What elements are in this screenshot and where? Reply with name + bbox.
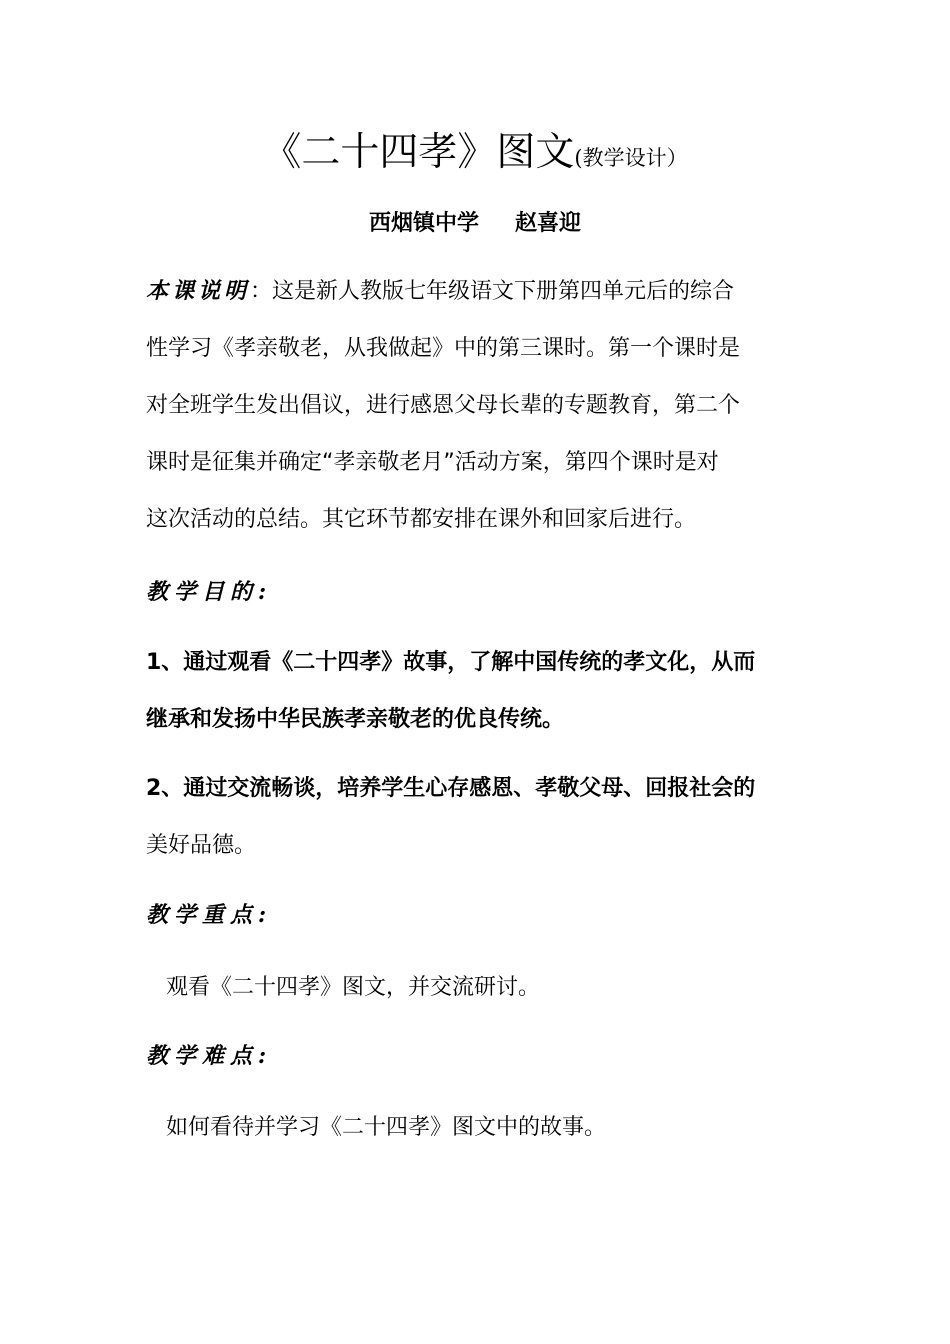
title-subtitle: (教学设计） <box>574 146 688 170</box>
author-school: 西烟镇中学 <box>368 211 479 236</box>
difficulties-text: 如何看待并学习《二十四孝》图文中的故事。 <box>166 1115 607 1140</box>
key-points-text: 观看《二十四孝》图文，并交流研讨。 <box>166 975 541 1000</box>
title-main: 《二十四孝》图文 <box>262 130 575 175</box>
intro-label: 本课说明 <box>146 278 251 304</box>
objective-line: 2、通过交流畅谈，培养学生心存感恩、孝敬父母、回报社会的 <box>146 776 756 801</box>
intro-line: 对全班学生发出倡议，进行感恩父母长辈的专题教育，第二个 <box>146 393 741 418</box>
objective-line: 继承和发扬中华民族孝亲敬老的优良传统。 <box>146 707 565 732</box>
objectives-heading: 教学目的: <box>146 579 273 605</box>
objective-line: 美好品德。 <box>146 833 257 858</box>
difficulties-heading: 教学难点: <box>146 1043 273 1069</box>
intro-paragraph <box>146 263 816 548</box>
document-title <box>0 125 950 186</box>
key-points-heading: 教学重点: <box>146 902 273 928</box>
intro-line: 性学习《孝亲敬老，从我做起》中的第三课时。第一个课时是 <box>146 336 741 361</box>
objective-line: 1、通过观看《二十四孝》故事，了解中国传统的孝文化，从而 <box>146 650 756 675</box>
intro-line: ：这是新人教版七年级语文下册第四单元后的综合 <box>250 279 735 304</box>
objective-item <box>146 634 816 748</box>
intro-line: 课时是征集并确定“孝亲敬老月”活动方案，第四个课时是对 <box>146 450 719 475</box>
author-name: 赵喜迎 <box>515 211 582 236</box>
objective-item <box>146 760 816 874</box>
intro-line: 这次活动的总结。其它环节都安排在课外和回家后进行。 <box>146 507 697 532</box>
author-line <box>0 206 950 242</box>
